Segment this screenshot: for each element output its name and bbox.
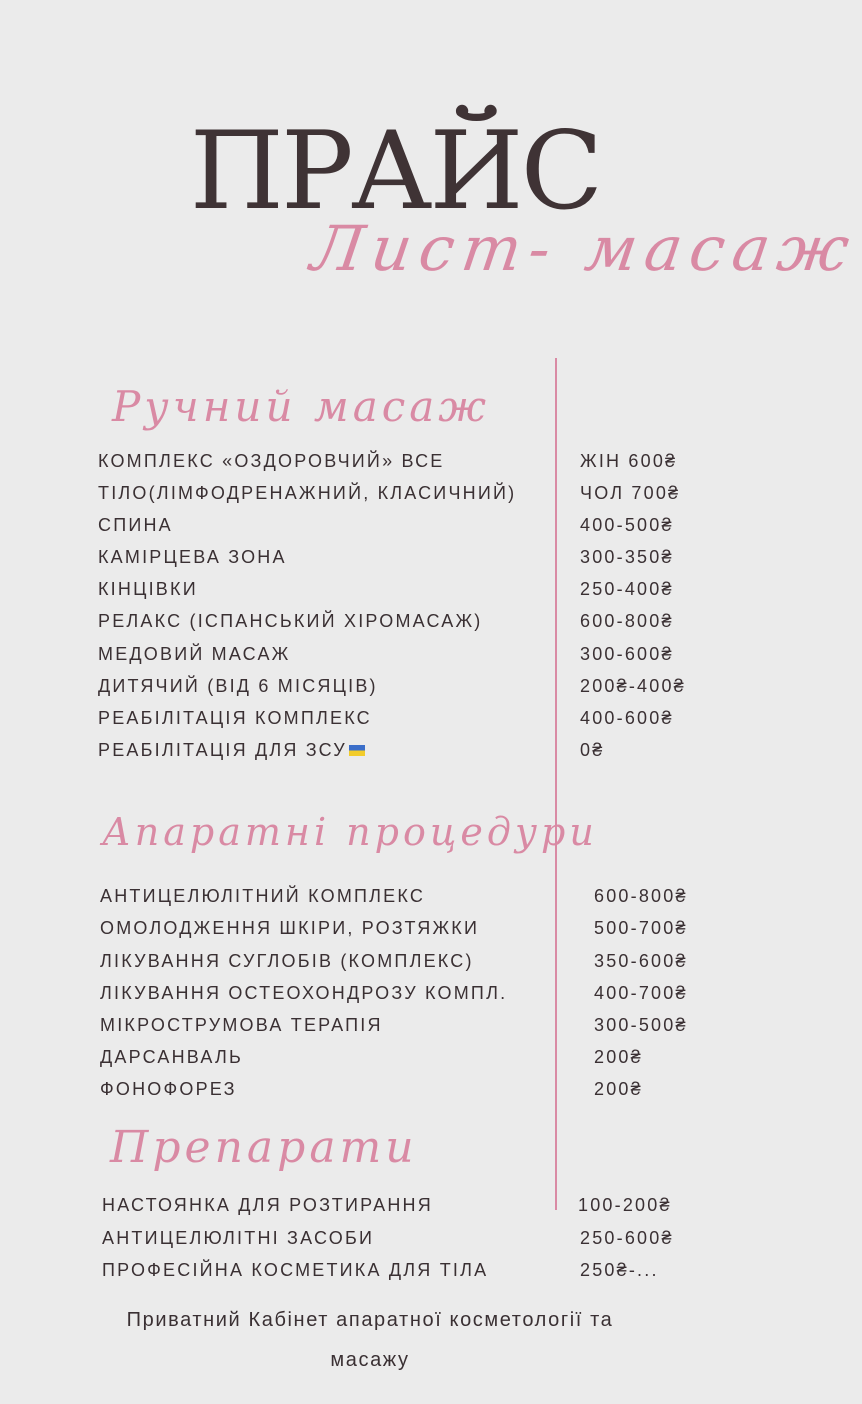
service-name: КІНЦІВКИ [98, 579, 198, 599]
service-price: 400-600₴ [580, 708, 674, 728]
service-name: ДИТЯЧИЙ (ВІД 6 МІСЯЦІВ) [98, 676, 378, 696]
vertical-divider [555, 358, 557, 1210]
service-name: РЕЛАКС (ІСПАНСЬКИЙ ХІРОМАСАЖ) [98, 611, 483, 631]
service-price: 250₴-... [580, 1260, 659, 1280]
service-price: 400-500₴ [580, 515, 674, 535]
footer-line-1: Приватний Кабінет апаратної косметології та [126, 1309, 614, 1331]
service-price: 300-350₴ [580, 547, 674, 567]
service-name: ТІЛО(ЛІМФОДРЕНАЖНИЙ, КЛАСИЧНИЙ) [98, 483, 517, 503]
service-name: СПИНА [98, 515, 173, 535]
service-price: 600-800₴ [580, 611, 674, 631]
service-price: 250-600₴ [580, 1228, 674, 1248]
service-price: 200₴ [594, 1079, 643, 1099]
service-name: РЕАБІЛІТАЦІЯ ДЛЯ ЗСУ [98, 740, 347, 760]
service-name: КОМПЛЕКС «ОЗДОРОВЧИЙ» ВСЕ [98, 451, 445, 471]
section-title-hardware: Апаратні процедури [102, 810, 598, 854]
service-price: 350-600₴ [594, 951, 688, 971]
service-price: 200₴-400₴ [580, 676, 686, 696]
footer-caption [60, 1300, 680, 1380]
service-price: ЖІН 600₴ [580, 451, 678, 471]
service-price: 600-800₴ [594, 886, 688, 906]
service-name: ОМОЛОДЖЕННЯ ШКІРИ, РОЗТЯЖКИ [100, 918, 480, 938]
service-name: МЕДОВИЙ МАСАЖ [98, 644, 291, 664]
service-price: 0₴ [580, 740, 605, 760]
service-name: ЛІКУВАННЯ СУГЛОБІВ (КОМПЛЕКС) [100, 951, 474, 971]
service-price: 200₴ [594, 1047, 643, 1067]
page-title: ПРАЙС [189, 109, 601, 234]
service-price: 300-500₴ [594, 1015, 688, 1035]
service-name: ЛІКУВАННЯ ОСТЕОХОНДРОЗУ КОМПЛ. [100, 983, 508, 1003]
service-price: 300-600₴ [580, 644, 674, 664]
service-name-wrap [98, 734, 365, 766]
section-title-products: Препарати [110, 1122, 418, 1173]
service-name: РЕАБІЛІТАЦІЯ КОМПЛЕКС [98, 708, 372, 728]
ukraine-flag-icon [349, 745, 365, 756]
service-price: 500-700₴ [594, 918, 688, 938]
footer-line-2: масажу [330, 1349, 410, 1371]
page-subtitle-script: Лист- масаж [306, 212, 862, 285]
service-name: НАСТОЯНКА ДЛЯ РОЗТИРАННЯ [102, 1195, 433, 1215]
service-name: АНТИЦЕЛЮЛІТНІ ЗАСОБИ [102, 1228, 375, 1248]
section-title-manual: Ручний масаж [112, 382, 491, 431]
service-name: ПРОФЕСІЙНА КОСМЕТИКА ДЛЯ ТІЛА [102, 1260, 489, 1280]
service-price: 100-200₴ [578, 1195, 672, 1215]
service-name: ФОНОФОРЕЗ [100, 1079, 237, 1099]
service-price: 400-700₴ [594, 983, 688, 1003]
service-name: КАМІРЦЕВА ЗОНА [98, 547, 287, 567]
service-price: ЧОЛ 700₴ [580, 483, 681, 503]
service-name: МІКРОСТРУМОВА ТЕРАПІЯ [100, 1015, 383, 1035]
service-name: ДАРСАНВАЛЬ [100, 1047, 244, 1067]
service-name: АНТИЦЕЛЮЛІТНИЙ КОМПЛЕКС [100, 886, 426, 906]
service-price: 250-400₴ [580, 579, 674, 599]
